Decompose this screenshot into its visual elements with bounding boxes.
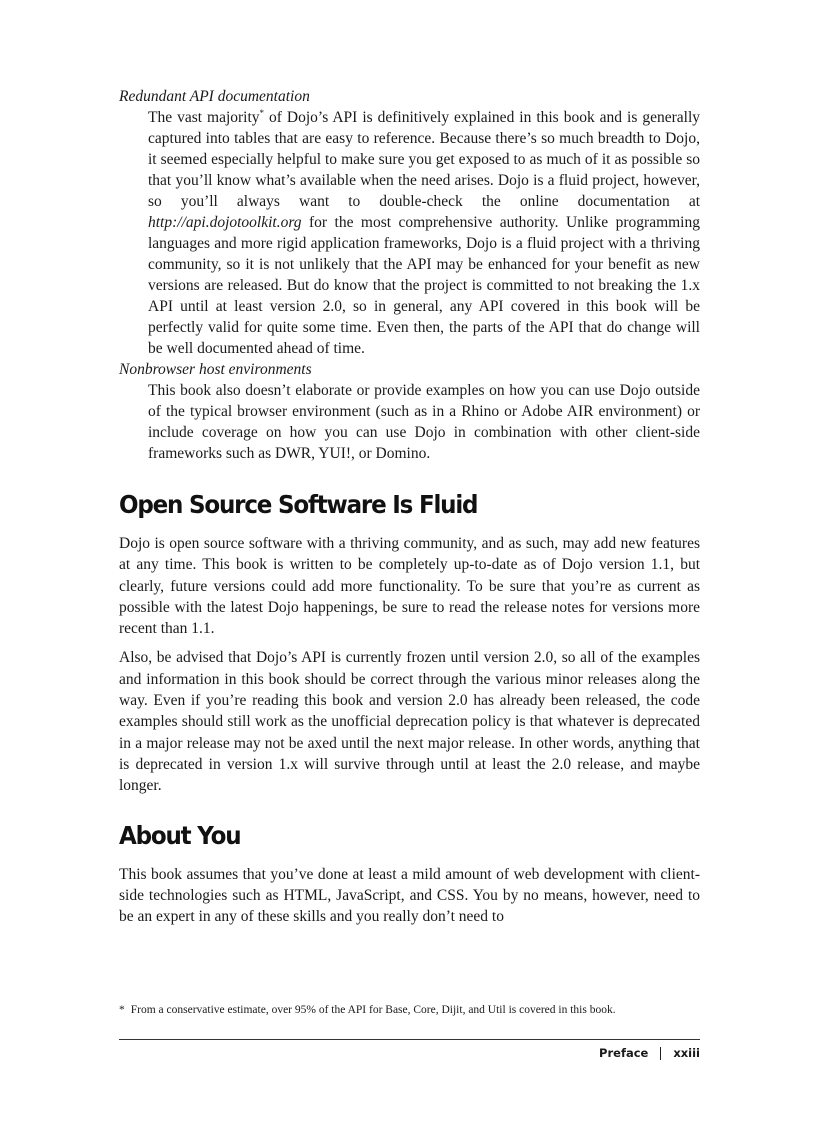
section-about-you xyxy=(119,819,700,928)
definition-body xyxy=(148,107,700,359)
definition-entry-nonbrowser xyxy=(119,359,700,464)
footer-section-title: Preface xyxy=(599,1046,649,1060)
definition-term: Redundant API documentation xyxy=(119,88,310,105)
section-open-source xyxy=(119,488,700,797)
section-heading: Open Source Software Is Fluid xyxy=(119,490,478,519)
page-content xyxy=(119,86,700,935)
section-heading: About You xyxy=(119,820,241,850)
footnote xyxy=(119,1002,700,1018)
page-number: xxiii xyxy=(673,1046,700,1060)
definition-text: of Dojo’s API is definitively explained in this book and is generally captured into tables that are easy to reference. Because there’s so much breadth to Dojo, it seemed especially helpful to make sure you get exposed to as much of it as possible so that you’ll know what’s available when the need arises. Dojo is a fluid project, however, so you’ll always want to double-check the online documentation at xyxy=(148,109,700,210)
page-footer xyxy=(599,1045,700,1061)
footer-divider xyxy=(119,1039,700,1040)
definition-term: Nonbrowser host environments xyxy=(119,361,312,378)
paragraph: Also, be advised that Dojo’s API is currently frozen until version 2.0, so all of the examples and information in this book should be correct through the various minor releases along the way. Even if you’re reading this book and version 2.0 has already been released, the code examples should still work as the unofficial deprecation policy is that whatever is deprecated in a major release may not be axed until the next major release. In other words, anything that is deprecated in version 1.x will survive through until at least the 2.0 release, and maybe longer. xyxy=(119,649,700,795)
paragraph: Dojo is open source software with a thriving community, and as such, may add new features at any time. This book is written to be completely up-to-date as of Dojo version 1.1, but clearly, future versions could add more functionality. To be sure that you’re as current as possible with the latest Dojo happenings, be sure to read the release notes for versions more recent than 1.1. xyxy=(119,535,700,638)
footnote-reference[interactable]: * xyxy=(259,107,265,118)
footnote-text: From a conservative estimate, over 95% of the API for Base, Core, Dijit, and Util is covered in this book. xyxy=(130,1004,616,1016)
paragraph: This book assumes that you’ve done at least a mild amount of web development with client-side technologies such as HTML, JavaScript, and CSS. You by no means, however, need to be an expert in any of these skills and you really don’t need to xyxy=(119,865,700,926)
definition-entry-api-docs xyxy=(119,86,700,359)
footer-separator xyxy=(660,1047,661,1060)
definition-text: The vast majority xyxy=(148,109,260,126)
definition-text: for the most comprehensive authority. Unlike programming languages and more rigid application frameworks, Dojo is a fluid project with a thriving community, so it is not unlikely that the API may be enhanced for your benefit as new versions are released. But do know that the project is committed to not breaking the 1.x API until at least version 2.0, so in general, any API covered in this book will be perfectly valid for quite some time. Even then, the parts of the API that do change will be well documented ahead of time. xyxy=(148,214,700,357)
definition-body: This book also doesn’t elaborate or provide examples on how you can use Dojo outside of the typical browser environment (such as in a Rhino or Adobe AIR environment) or include coverage on how you can use Dojo in combination with other client-side frameworks such as DWR, YUI!, or Domino. xyxy=(148,382,700,462)
api-docs-link[interactable]: http://api.dojotoolkit.org xyxy=(148,214,302,231)
footnote-mark: * xyxy=(119,1004,125,1016)
